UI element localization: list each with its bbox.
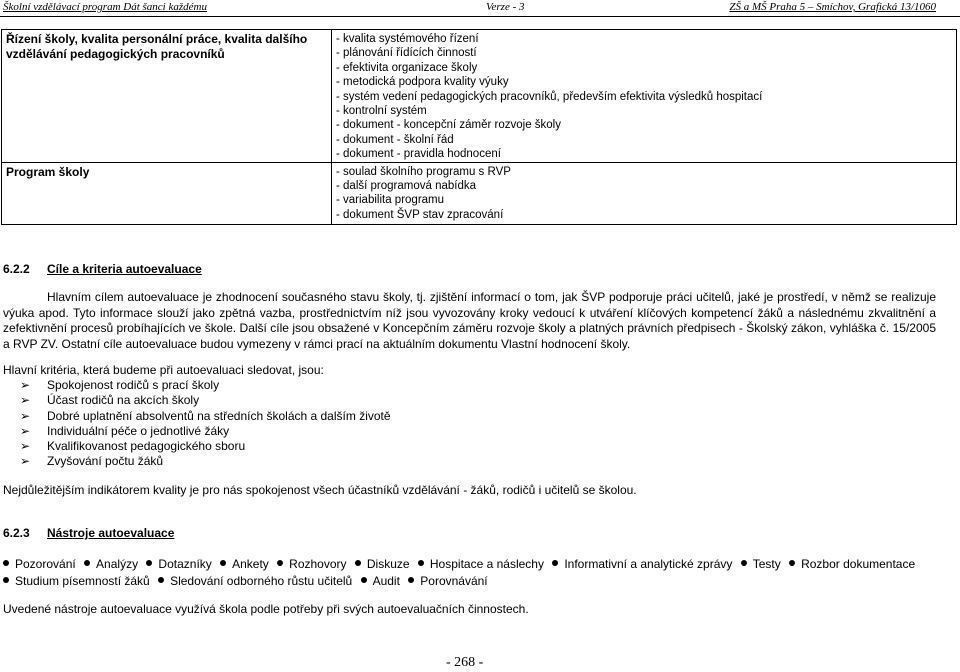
arrow-bullet-icon: ➢ [20,454,31,469]
table-row [2,162,957,224]
bullet-icon [3,560,9,566]
list-item: ➢ Dobré uplatnění absolventů na středních školách a dalším životě [20,408,391,423]
list-item: Audit [361,573,400,590]
arrow-bullet-icon: ➢ [20,393,31,408]
criteria-list [20,378,391,470]
bullet-icon [408,577,414,583]
list-item: ➢ Zvyšování počtu žáků [20,454,164,469]
page-header [0,0,960,17]
arrow-bullet-icon: ➢ [20,378,31,392]
arrow-bullet-icon: ➢ [20,423,31,438]
list-item: Informativní a analytické zprávy [552,556,732,573]
list-item: Hospitace a náslechy [418,556,544,573]
row-label: Program školy [2,162,332,224]
section-number: 6.2.2 [3,262,30,276]
list-item: ➢ Kvalifikovanost pedagogického sboru [20,439,246,454]
header-school-address: ZŠ a MŠ Praha 5 – Smíchov, Grafická 13/1060 [729,1,936,13]
row-item: - metodická podpora kvality výuky [336,76,509,89]
list-item: ➢ Spokojenost rodičů s prací školy [20,378,220,392]
row-item: - další programová nabídka [336,180,476,193]
row-item: - plánování řídících činností [336,47,477,60]
page-number: - 268 - [446,655,484,670]
bullet-icon [146,560,152,566]
list-item: Studium písemností žáků [3,573,150,590]
section-title: Nástroje autoevaluace [47,526,175,540]
goals-text: Hlavním cílem autoevaluace je zhodnocení současného stavu školy, tj. zjištění informací o tom, jak ŠVP podporuje práci učitelů, jaké je prostředí, v němž se realizuje výuka apod. Tyto informace slouží jako zpětná vazba, prostřednictvím níž jsou vyvozovány kroky vedoucí k utváření klíčových kompetencí žáků a následnému zkvalitnění a zefektivnění procesů probíhajících ve škole. Další cíle jsou obsažené v Koncepčním záměru rozvoje školy a platných právních předpisech - Školský zákon, vyhláška č. 15/2005 a RVP ZV. Ostatní cíle autoevaluace budou vymezeny v rámci prací na aktuálním dokumentu Vlastní hodnocení školy. [3,290,936,351]
bullet-icon [361,577,367,583]
row-items [332,162,957,224]
bullet-icon [418,560,424,566]
bullet-icon [552,560,558,566]
row-item: - dokument ŠVP stav zpracování [336,208,504,221]
row-item: - dokument - koncepční záměr rozvoje školy [336,119,561,132]
list-item: Testy [741,556,781,573]
list-item: ➢ Individuální péče o jednotlivé žáky [20,423,230,438]
row-item: - variabilita programu [336,194,445,207]
list-item: Rozhovory [277,556,346,573]
list-item: Rozbor dokumentace [789,556,915,573]
arrow-bullet-icon: ➢ [20,439,31,454]
section-heading [3,262,202,276]
quality-indicator-text: Nejdůležitějším indikátorem kvality je pro nás spokojenost všech účastníků vzdělávání - žáků, rodičů i učitelů se školou. [3,483,637,497]
evaluation-areas-table [1,29,957,225]
bullet-icon [84,560,90,566]
row-item: - kvalita systémového řízení [336,33,479,45]
arrow-bullet-icon: ➢ [20,408,31,423]
list-item: Porovnávání [408,573,487,590]
row-item: - systém vedení pedagogických pracovníků, především efektivita výsledků hospitací [336,90,763,103]
goals-paragraph [3,290,936,352]
list-item: Ankety [220,556,269,573]
section-title: Cíle a kriteria autoevaluace [47,262,202,276]
row-item: - dokument - pravidla hodnocení [336,148,501,161]
list-item: ➢ Účast rodičů na akcích školy [20,393,200,408]
table-row [2,30,957,163]
tools-summary-text: Uvedené nástroje autoevaluace využívá škola podle potřeby při svých autoevaluačních činnostech. [3,602,529,616]
list-item: Diskuze [355,556,410,573]
row-item: - dokument - školní řád [336,133,454,146]
section-heading [3,526,174,540]
bullet-icon [220,560,226,566]
row-item: - soulad školního programu s RVP [336,165,511,178]
section-number: 6.2.3 [3,526,30,540]
bullet-icon [277,560,283,566]
list-item: Pozorování [3,556,76,573]
row-item: - kontrolní systém [336,105,427,118]
row-item: - efektivita organizace školy [336,61,478,74]
bullet-icon [789,560,795,566]
list-item: Dotazníky [146,556,211,573]
row-label: Řízení školy, kvalita personální práce, kvalita dalšího vzdělávání pedagogických pracovníků [2,30,332,163]
bullet-icon [3,577,9,583]
bullet-icon [355,560,361,566]
tools-list [3,556,943,590]
list-item: Analýzy [84,556,138,573]
bullet-icon [158,577,164,583]
criteria-intro: Hlavní kritéria, která budeme při autoevaluaci sledovat, jsou: [3,363,324,377]
header-version: Verze - 3 [486,1,525,13]
row-items [332,30,957,163]
list-item: Sledování odborného růstu učitelů [158,573,352,590]
header-school-program: Školní vzdělávací program Dát šanci každému [3,1,207,13]
bullet-icon [741,560,747,566]
